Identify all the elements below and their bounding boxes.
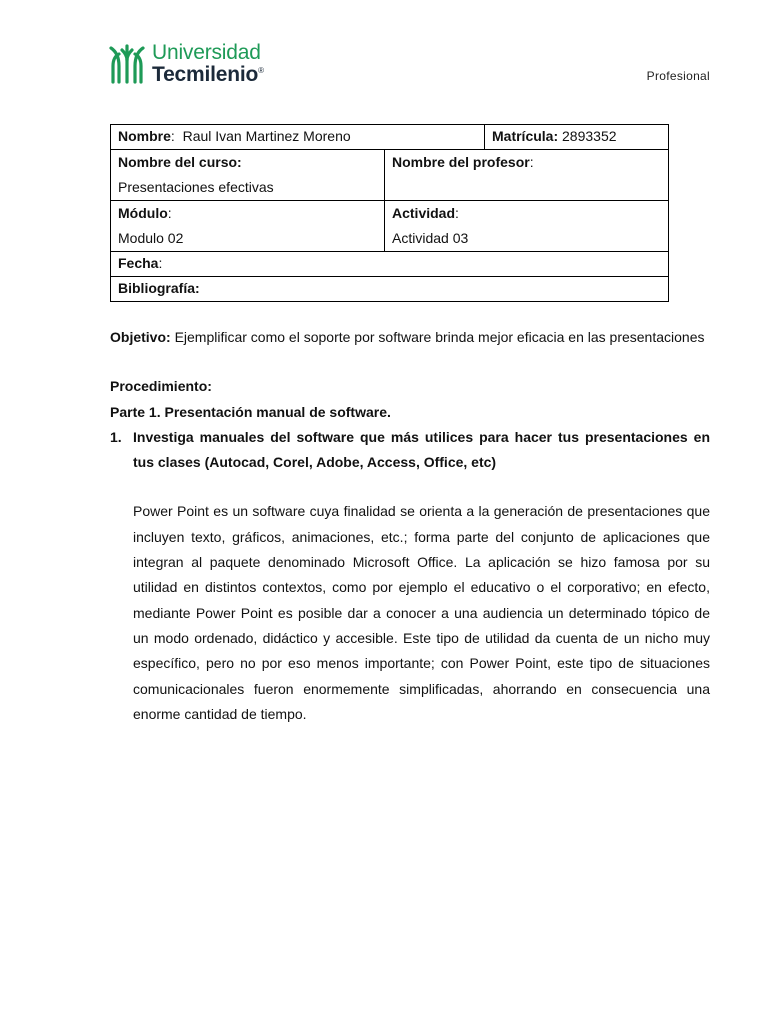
matricula-label: Matrícula: (492, 128, 559, 144)
actividad-label: Actividad (392, 205, 456, 221)
actividad-cell: Actividad: Actividad 03 (385, 201, 669, 252)
modulo-cell: Módulo: Modulo 02 (111, 201, 385, 252)
objetivo-paragraph (110, 325, 710, 350)
objetivo-text: Ejemplificar como el soporte por software brinda mejor eficacia en las presentaciones (174, 329, 705, 345)
tecmilenio-leaf-icon (108, 44, 146, 84)
nombre-label: Nombre (118, 128, 171, 144)
curso-cell (111, 150, 385, 201)
modulo-label: Módulo (118, 205, 168, 221)
profesor-label: Nombre del profesor (392, 154, 530, 170)
bibliografia-label: Bibliografía: (118, 280, 200, 296)
university-logo (108, 42, 264, 85)
parte1-heading: Parte 1. Presentación manual de software. (110, 403, 391, 420)
list-item-text: Investiga manuales del software que más utilices para hacer tus presentaciones en tus clases (Autocad, Corel, Adobe, Access, Office, etc) (133, 428, 710, 471)
answer-paragraph: Power Point es un software cuya finalidad se orienta a la generación de presentaciones que incluyen texto, gráficos, animaciones, etc.; forma parte del conjunto de aplicaciones que integran al paquete denominado Microsoft Office. La aplicación se hizo famosa por su utilidad en distintos contextos, como por ejemplo el educativo o el corporativo; en efecto, mediante Power Point es posible dar a conocer a una audiencia un determinado tópico de un modo ordenado, didáctico y accesible. Este tipo de utilidad da cuenta de un nicho muy específico, pero no por eso menos importante; con Power Point, este tipo de situaciones comunicacionales fueron enormemente simplificadas, ahorrando en consecuencia una enorme cantidad de tiempo. (133, 503, 710, 722)
document-body (110, 325, 710, 727)
registered-mark: ® (258, 66, 264, 75)
nombre-cell: Nombre: Raul Ivan Martinez Moreno (111, 125, 485, 150)
profesor-value (392, 175, 661, 200)
modulo-value: Modulo 02 (118, 230, 184, 246)
matricula-value: 2893352 (562, 128, 617, 144)
actividad-value: Actividad 03 (392, 230, 469, 246)
procedimiento-heading: Procedimiento: (110, 378, 212, 395)
logo-line1: Universidad (152, 41, 261, 64)
student-info-table (110, 124, 669, 302)
bibliografia-cell (111, 277, 669, 302)
fecha-label: Fecha (118, 255, 159, 271)
header-profesional-label: Profesional (646, 69, 710, 83)
logo-line2: Tecmilenio® (152, 63, 264, 86)
list-item (110, 425, 710, 476)
nombre-value: Raul Ivan Martinez Moreno (182, 128, 351, 144)
profesor-cell: Nombre del profesor: (385, 150, 669, 201)
matricula-cell (485, 125, 669, 150)
curso-label: Nombre del curso: (118, 154, 242, 170)
curso-value: Presentaciones efectivas (118, 179, 274, 195)
fecha-cell: Fecha: (111, 252, 669, 277)
objetivo-label: Objetivo: (110, 329, 171, 345)
list-item-number: 1. (110, 428, 122, 445)
